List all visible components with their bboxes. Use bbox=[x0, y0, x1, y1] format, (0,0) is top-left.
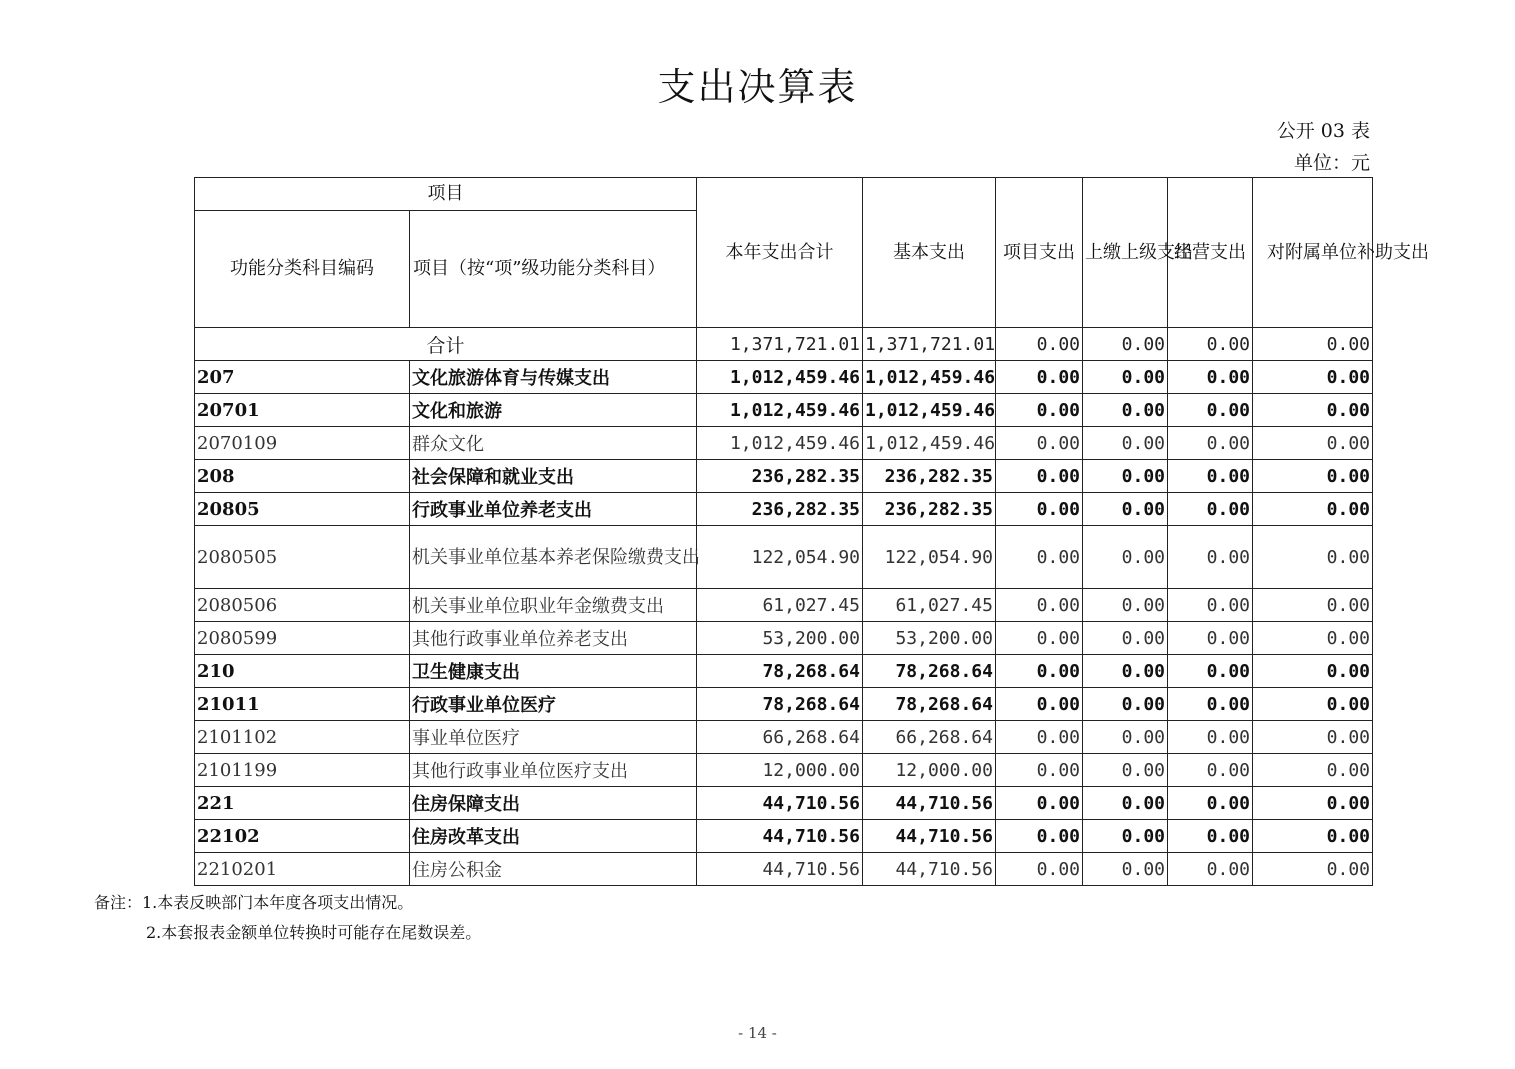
header-basic: 基本支出 bbox=[863, 178, 996, 328]
table-row bbox=[195, 526, 1373, 589]
row-business: 0.00 bbox=[1168, 622, 1253, 655]
table-body bbox=[195, 178, 1429, 886]
row-upper: 0.00 bbox=[1083, 688, 1168, 721]
row-code: 208 bbox=[195, 460, 410, 493]
row-project: 0.00 bbox=[996, 655, 1083, 688]
row-code: 221 bbox=[195, 787, 410, 820]
page-title: 支出决算表 bbox=[657, 65, 858, 109]
row-upper: 0.00 bbox=[1083, 493, 1168, 526]
table-row bbox=[195, 655, 1373, 688]
row-upper: 0.00 bbox=[1083, 361, 1168, 394]
row-total: 44,710.56 bbox=[697, 787, 863, 820]
row-name: 机关事业单位基本养老保险缴费支出 bbox=[410, 526, 697, 589]
row-basic: 12,000.00 bbox=[863, 754, 996, 787]
row-upper: 0.00 bbox=[1083, 589, 1168, 622]
row-name: 事业单位医疗 bbox=[410, 721, 697, 754]
row-code: 2080505 bbox=[195, 526, 410, 589]
row-code: 210 bbox=[195, 655, 410, 688]
row-code: 22102 bbox=[195, 820, 410, 853]
note-1: 备注：1.本表反映部门本年度各项支出情况。 bbox=[94, 893, 414, 912]
header-name: 项目（按“项”级功能分类科目） bbox=[410, 211, 697, 328]
row-upper: 0.00 bbox=[1083, 820, 1168, 853]
table-row bbox=[195, 622, 1373, 655]
header-business: 经营支出 bbox=[1168, 178, 1253, 328]
row-basic: 236,282.35 bbox=[863, 460, 996, 493]
table-row bbox=[195, 787, 1373, 820]
row-business: 0.00 bbox=[1168, 589, 1253, 622]
row-business: 0.00 bbox=[1168, 853, 1253, 886]
row-name: 文化旅游体育与传媒支出 bbox=[410, 361, 697, 394]
row-code: 20805 bbox=[195, 493, 410, 526]
form-number: 公开 03 表 bbox=[1276, 120, 1370, 142]
row-subsidy: 0.00 bbox=[1253, 655, 1373, 688]
row-business: 0.00 bbox=[1168, 787, 1253, 820]
row-business: 0.00 bbox=[1168, 427, 1253, 460]
row-total: 1,012,459.46 bbox=[697, 394, 863, 427]
row-business: 0.00 bbox=[1168, 526, 1253, 589]
total-business: 0.00 bbox=[1168, 328, 1253, 361]
row-project: 0.00 bbox=[996, 394, 1083, 427]
table-row bbox=[195, 394, 1373, 427]
header-upper: 上缴上级支出 bbox=[1083, 178, 1168, 328]
row-subsidy: 0.00 bbox=[1253, 853, 1373, 886]
table-row bbox=[195, 589, 1373, 622]
row-project: 0.00 bbox=[996, 787, 1083, 820]
row-subsidy: 0.00 bbox=[1253, 361, 1373, 394]
row-subsidy: 0.00 bbox=[1253, 589, 1373, 622]
header-row-1 bbox=[195, 178, 1373, 211]
row-code: 2101199 bbox=[195, 754, 410, 787]
table-row bbox=[195, 427, 1373, 460]
row-total: 61,027.45 bbox=[697, 589, 863, 622]
header-subsidy: 对附属单位补助支出 bbox=[1253, 178, 1373, 328]
total-label: 合计 bbox=[195, 328, 697, 361]
total-upper: 0.00 bbox=[1083, 328, 1168, 361]
table-row bbox=[195, 721, 1373, 754]
notes bbox=[94, 888, 481, 948]
row-business: 0.00 bbox=[1168, 394, 1253, 427]
row-project: 0.00 bbox=[996, 688, 1083, 721]
row-code: 2080506 bbox=[195, 589, 410, 622]
row-total: 78,268.64 bbox=[697, 655, 863, 688]
row-basic: 66,268.64 bbox=[863, 721, 996, 754]
header-code: 功能分类科目编码 bbox=[195, 211, 410, 328]
row-total: 44,710.56 bbox=[697, 853, 863, 886]
row-subsidy: 0.00 bbox=[1253, 493, 1373, 526]
row-code: 2210201 bbox=[195, 853, 410, 886]
row-subsidy: 0.00 bbox=[1253, 721, 1373, 754]
row-project: 0.00 bbox=[996, 589, 1083, 622]
row-basic: 53,200.00 bbox=[863, 622, 996, 655]
row-project: 0.00 bbox=[996, 526, 1083, 589]
row-code: 207 bbox=[195, 361, 410, 394]
row-code: 20701 bbox=[195, 394, 410, 427]
row-project: 0.00 bbox=[996, 460, 1083, 493]
row-subsidy: 0.00 bbox=[1253, 526, 1373, 589]
row-project: 0.00 bbox=[996, 493, 1083, 526]
row-subsidy: 0.00 bbox=[1253, 394, 1373, 427]
table-row bbox=[195, 361, 1373, 394]
row-name: 文化和旅游 bbox=[410, 394, 697, 427]
total-subsidy: 0.00 bbox=[1253, 328, 1373, 361]
row-project: 0.00 bbox=[996, 361, 1083, 394]
row-upper: 0.00 bbox=[1083, 427, 1168, 460]
row-subsidy: 0.00 bbox=[1253, 460, 1373, 493]
row-name: 行政事业单位医疗 bbox=[410, 688, 697, 721]
row-code: 21011 bbox=[195, 688, 410, 721]
row-total: 1,012,459.46 bbox=[697, 361, 863, 394]
row-project: 0.00 bbox=[996, 721, 1083, 754]
row-total: 12,000.00 bbox=[697, 754, 863, 787]
row-subsidy: 0.00 bbox=[1253, 787, 1373, 820]
row-project: 0.00 bbox=[996, 427, 1083, 460]
row-basic: 122,054.90 bbox=[863, 526, 996, 589]
row-project: 0.00 bbox=[996, 820, 1083, 853]
row-business: 0.00 bbox=[1168, 820, 1253, 853]
row-basic: 78,268.64 bbox=[863, 688, 996, 721]
table-row bbox=[195, 820, 1373, 853]
row-upper: 0.00 bbox=[1083, 754, 1168, 787]
row-total: 236,282.35 bbox=[697, 493, 863, 526]
row-business: 0.00 bbox=[1168, 655, 1253, 688]
row-business: 0.00 bbox=[1168, 493, 1253, 526]
row-name: 住房改革支出 bbox=[410, 820, 697, 853]
row-upper: 0.00 bbox=[1083, 622, 1168, 655]
row-upper: 0.00 bbox=[1083, 460, 1168, 493]
row-upper: 0.00 bbox=[1083, 787, 1168, 820]
row-upper: 0.00 bbox=[1083, 853, 1168, 886]
row-business: 0.00 bbox=[1168, 754, 1253, 787]
row-total: 236,282.35 bbox=[697, 460, 863, 493]
row-name: 住房公积金 bbox=[410, 853, 697, 886]
total-basic: 1,371,721.01 bbox=[863, 328, 996, 361]
row-upper: 0.00 bbox=[1083, 526, 1168, 589]
header-item-group: 项目 bbox=[195, 178, 697, 211]
row-name: 卫生健康支出 bbox=[410, 655, 697, 688]
row-business: 0.00 bbox=[1168, 460, 1253, 493]
row-project: 0.00 bbox=[996, 754, 1083, 787]
total-project: 0.00 bbox=[996, 328, 1083, 361]
row-code: 2101102 bbox=[195, 721, 410, 754]
row-basic: 44,710.56 bbox=[863, 787, 996, 820]
row-upper: 0.00 bbox=[1083, 721, 1168, 754]
row-name: 其他行政事业单位医疗支出 bbox=[410, 754, 697, 787]
row-business: 0.00 bbox=[1168, 688, 1253, 721]
note-2: 2.本套报表金额单位转换时可能存在尾数误差。 bbox=[146, 923, 482, 942]
row-basic: 1,012,459.46 bbox=[863, 427, 996, 460]
row-basic: 1,012,459.46 bbox=[863, 394, 996, 427]
row-name: 行政事业单位养老支出 bbox=[410, 493, 697, 526]
row-name: 群众文化 bbox=[410, 427, 697, 460]
table-row bbox=[195, 460, 1373, 493]
row-basic: 236,282.35 bbox=[863, 493, 996, 526]
row-project: 0.00 bbox=[996, 853, 1083, 886]
row-total: 78,268.64 bbox=[697, 688, 863, 721]
row-name: 社会保障和就业支出 bbox=[410, 460, 697, 493]
row-basic: 78,268.64 bbox=[863, 655, 996, 688]
total-row bbox=[195, 328, 1373, 361]
header-project: 项目支出 bbox=[996, 178, 1083, 328]
row-subsidy: 0.00 bbox=[1253, 427, 1373, 460]
row-basic: 1,012,459.46 bbox=[863, 361, 996, 394]
row-basic: 61,027.45 bbox=[863, 589, 996, 622]
row-name: 其他行政事业单位养老支出 bbox=[410, 622, 697, 655]
row-total: 53,200.00 bbox=[697, 622, 863, 655]
row-total: 122,054.90 bbox=[697, 526, 863, 589]
row-basic: 44,710.56 bbox=[863, 853, 996, 886]
header-total: 本年支出合计 bbox=[697, 178, 863, 328]
table-row bbox=[195, 688, 1373, 721]
page-number: - 14 - bbox=[738, 1024, 777, 1042]
row-subsidy: 0.00 bbox=[1253, 622, 1373, 655]
row-name: 住房保障支出 bbox=[410, 787, 697, 820]
table-row bbox=[195, 853, 1373, 886]
row-upper: 0.00 bbox=[1083, 655, 1168, 688]
row-total: 1,012,459.46 bbox=[697, 427, 863, 460]
row-code: 2080599 bbox=[195, 622, 410, 655]
row-business: 0.00 bbox=[1168, 361, 1253, 394]
expenditure-table bbox=[194, 177, 1429, 886]
total-amount: 1,371,721.01 bbox=[697, 328, 863, 361]
row-business: 0.00 bbox=[1168, 721, 1253, 754]
row-subsidy: 0.00 bbox=[1253, 688, 1373, 721]
row-upper: 0.00 bbox=[1083, 394, 1168, 427]
row-subsidy: 0.00 bbox=[1253, 754, 1373, 787]
unit-label: 单位：元 bbox=[1293, 152, 1370, 174]
row-code: 2070109 bbox=[195, 427, 410, 460]
table-row bbox=[195, 754, 1373, 787]
row-project: 0.00 bbox=[996, 622, 1083, 655]
table-row bbox=[195, 493, 1373, 526]
row-name: 机关事业单位职业年金缴费支出 bbox=[410, 589, 697, 622]
row-subsidy: 0.00 bbox=[1253, 820, 1373, 853]
row-total: 44,710.56 bbox=[697, 820, 863, 853]
row-total: 66,268.64 bbox=[697, 721, 863, 754]
row-basic: 44,710.56 bbox=[863, 820, 996, 853]
